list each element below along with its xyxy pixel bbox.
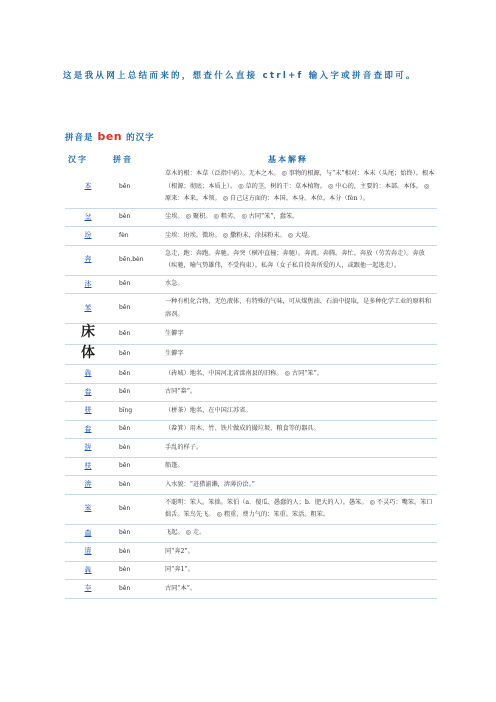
char-cell — [65, 166, 111, 208]
heading-pinyin: ben — [97, 130, 123, 143]
char-cell — [65, 524, 111, 543]
definition-cell: 同“奔2”。 — [161, 543, 437, 562]
char-cell — [65, 561, 111, 580]
pinyin-cell: bèn — [111, 476, 161, 495]
pinyin-cell: běn — [111, 324, 161, 345]
char-cell — [65, 439, 111, 458]
definition-cell: （栟茶）地名，在中国江苏省。 — [161, 402, 437, 421]
column-header-char: 汉字 — [68, 155, 88, 164]
char-link[interactable]: 泍 — [84, 279, 92, 288]
column-header-definition: 基本解释 — [268, 155, 308, 164]
definition-cell: 草木的根：本草（泛指中药）。无本之木。 ◎ 事物的根源，与“末”相对：本末（头尾；始终）。根本（根源；彻底；本质上）。 ◎ 草的茎，树的干：草本植物。 ◎ 中心的，主要的：本部。本体。 ◎ 原来：本来。本领。 ◎ 自己这方面的：本国。本身。本位。本分（fèn ）。 — [161, 166, 437, 208]
char-cell — [65, 457, 111, 476]
pinyin-cell: bèn — [111, 439, 161, 458]
pinyin-cell: běn — [111, 344, 161, 365]
table-row — [65, 208, 437, 227]
table-row — [65, 561, 437, 580]
char-link[interactable]: 坋 — [84, 231, 92, 239]
definition-cell: 生僻字 — [161, 344, 437, 365]
char-link[interactable]: 拚 — [84, 443, 92, 451]
definition-cell: 水急。 — [161, 275, 437, 294]
char-link[interactable]: 畚 — [84, 387, 92, 396]
char-cell — [65, 275, 111, 294]
char-link[interactable]: 逩 — [84, 547, 92, 555]
table-row — [65, 166, 437, 208]
char-cell — [65, 420, 111, 439]
char-link[interactable]: 畚 — [84, 424, 92, 433]
pinyin-cell: bèn — [111, 208, 161, 227]
table-row — [65, 580, 437, 599]
table-row — [65, 439, 437, 458]
char-link[interactable]: 楍 — [84, 528, 92, 537]
pinyin-cell: bèn — [111, 543, 161, 562]
char-link[interactable]: 夲 — [84, 584, 92, 592]
intro-text: 这是我从网上总结而来的，想查什么直接 ctrl+f 输入字或拼音查即可。 — [63, 71, 417, 81]
char-cell — [65, 245, 111, 275]
definition-cell: 古同“畚”。 — [161, 383, 437, 402]
section-heading — [65, 130, 155, 143]
char-cell — [65, 580, 111, 599]
table-row — [65, 543, 437, 562]
pinyin-cell: bīng — [111, 402, 161, 421]
char-link[interactable]: 苯 — [84, 303, 92, 312]
char-link[interactable]: 本 — [84, 182, 92, 190]
pinyin-cell: běn — [111, 275, 161, 294]
definition-cell: 船篷。 — [161, 457, 437, 476]
char-link[interactable]: 栟 — [84, 406, 92, 414]
definition-cell: 飞起。 ◎ 走。 — [161, 524, 437, 543]
char-cell — [65, 324, 111, 345]
table-row — [65, 344, 437, 365]
char-link[interactable]: 犇 — [84, 369, 92, 377]
pinyin-cell: fèn — [111, 227, 161, 246]
table-row — [65, 420, 437, 439]
table-row — [65, 524, 437, 543]
definition-cell: 生僻字 — [161, 324, 437, 345]
table-row — [65, 365, 437, 384]
table-row — [65, 494, 437, 524]
pinyin-cell: bèn — [111, 494, 161, 524]
char-cell — [65, 383, 111, 402]
definition-cell: 尘埃。 ◎ 聚积。 ◎ 粗劣。 ◎ 古同“笨”，蠢笨。 — [161, 208, 437, 227]
char-link[interactable]: 坌 — [84, 212, 92, 221]
char-cell — [65, 476, 111, 495]
definition-cell: 入水貌：“迸猎湔濑，渀薄汾浍。” — [161, 476, 437, 495]
char-link[interactable]: 笨 — [84, 504, 92, 513]
definition-cell: 一种有机化合物，无色液体，有特殊的气味，可从煤焦油、石油中提取，是多种化学工业的原料和溶剂。 — [161, 294, 437, 324]
char-text: 体 — [81, 344, 95, 361]
column-header-pinyin: 拼音 — [113, 155, 133, 164]
table-row — [65, 476, 437, 495]
pinyin-cell: bèn — [111, 561, 161, 580]
char-link[interactable]: 栚 — [84, 461, 92, 470]
table-row — [65, 245, 437, 275]
pinyin-cell: bēn — [111, 365, 161, 384]
pinyin-cell: běn — [111, 166, 161, 208]
char-cell — [65, 402, 111, 421]
pinyin-cell: bèn — [111, 524, 161, 543]
char-cell — [65, 227, 111, 246]
table-row — [65, 324, 437, 345]
char-table — [65, 166, 437, 599]
table-row — [65, 383, 437, 402]
pinyin-cell: běn — [111, 457, 161, 476]
char-cell — [65, 344, 111, 365]
table-row — [65, 457, 437, 476]
table-row — [65, 294, 437, 324]
char-link[interactable]: 奔 — [84, 255, 92, 264]
definition-cell: 同“奔1”。 — [161, 561, 437, 580]
pinyin-cell: běn — [111, 420, 161, 439]
pinyin-cell: běn — [111, 294, 161, 324]
definition-cell: 尘埃：坋埃。微坋。 ◎ 撒粉末，涂抹粉末。 ◎ 大堤。 — [161, 227, 437, 246]
pinyin-cell: běn — [111, 580, 161, 599]
heading-prefix: 拼音是 — [65, 133, 98, 143]
definition-cell: 手乱的样子。 — [161, 439, 437, 458]
char-link[interactable]: 渀 — [84, 480, 92, 488]
char-cell — [65, 294, 111, 324]
definition-cell: 古同“本”。 — [161, 580, 437, 599]
pinyin-cell: běn — [111, 383, 161, 402]
pinyin-cell: bēn,bèn — [111, 245, 161, 275]
char-cell — [65, 543, 111, 562]
definition-cell: 不聪明：笨人。笨拙。笨伯（a．傻瓜、愚蠢的人；b．肥大的人）。愚笨。 ◎ 不灵巧：嘴笨。笨口拙舌。笨鸟先飞。 ◎ 粗重，费力气的：笨重。笨活。粗笨。 — [161, 494, 437, 524]
table-row — [65, 227, 437, 246]
definition-cell: （畚箕）用木、竹、铁片做成的撮垃圾、粮食等的器具。 — [161, 420, 437, 439]
char-text: 床 — [81, 324, 95, 340]
definition-cell: （犇城）地名，中国河北省滦南县的旧称。 ◎ 古同“笨”。 — [161, 365, 437, 384]
table-row — [65, 402, 437, 421]
char-cell — [65, 365, 111, 384]
char-cell — [65, 494, 111, 524]
definition-cell: 急走，跑：奔跑。奔驰。奔突（横冲直撞；奔驰）。奔流。奔腾。奔忙。奔放（劳苦奔走）。奔放（疾驰，喻气势雄伟，不受拘束）。私奔（女子私自投奔所爱的人，或跟他一起逃走）。 — [161, 245, 437, 275]
char-cell — [65, 208, 111, 227]
char-link[interactable]: 犇 — [84, 565, 92, 574]
table-row — [65, 275, 437, 294]
heading-suffix: 的汉字 — [122, 133, 155, 143]
